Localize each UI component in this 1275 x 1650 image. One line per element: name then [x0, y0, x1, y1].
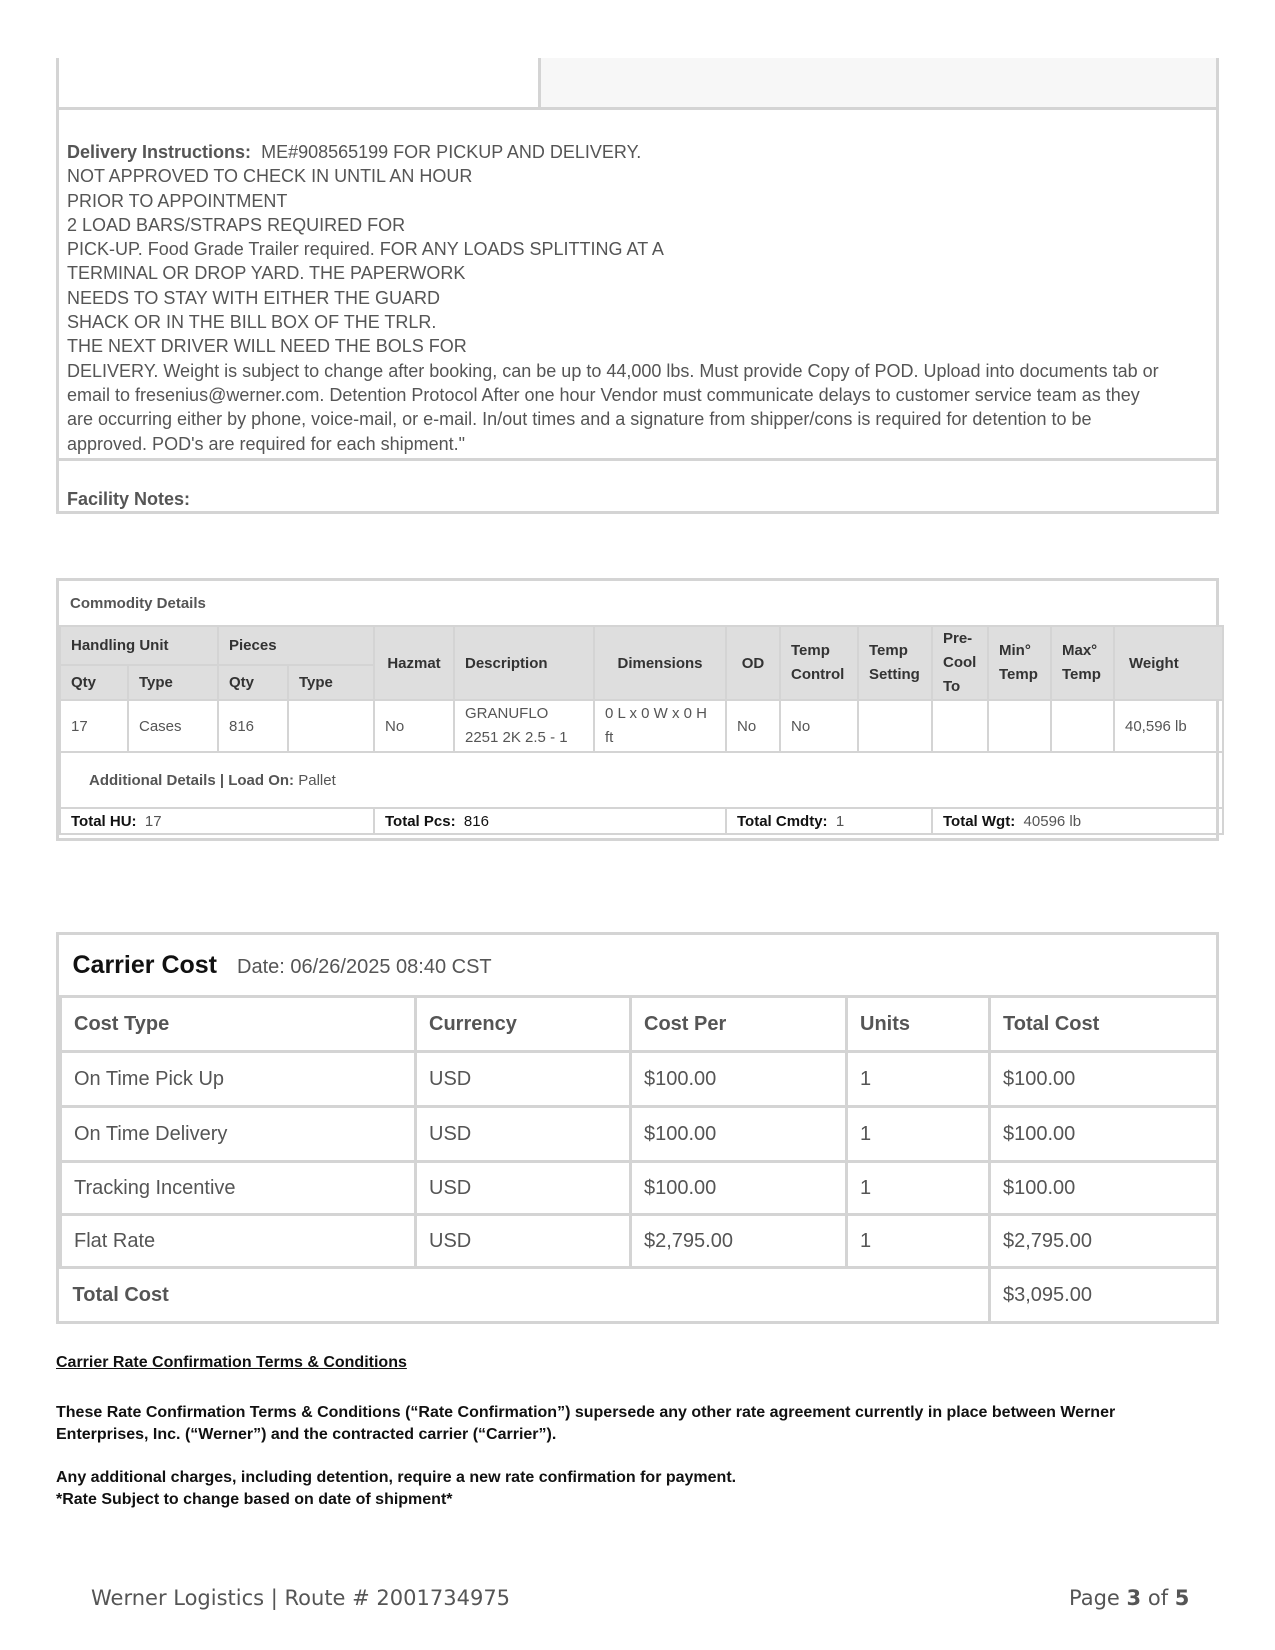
facility-notes-row: [59, 458, 1216, 514]
min-temp-header: [988, 626, 1051, 700]
commodity-title: Commodity Details: [60, 581, 1223, 626]
footer-route: Werner Logistics | Route # 2001734975: [91, 1586, 511, 1610]
temp-control-header: [780, 626, 858, 700]
min-temp-header-line: Min°: [999, 642, 1031, 659]
cost-row: [61, 1162, 1218, 1215]
delivery-instructions-label: Delivery Instructions:: [67, 142, 252, 162]
dimensions-line: ft: [605, 729, 614, 746]
page-word: Page: [1069, 1586, 1120, 1610]
terms-line: *Rate Subject to change based on date of shipment*: [56, 1491, 453, 1508]
commodity-table: [59, 581, 1224, 835]
handling-unit-header: Handling Unit: [60, 626, 218, 665]
page-of: of: [1147, 1586, 1169, 1610]
precool-header-line: Cool: [943, 654, 977, 671]
weight-cell: 40,596 lb: [1114, 700, 1223, 752]
hazmat-cell: No: [374, 700, 454, 752]
total-hu-value: 17: [144, 812, 162, 830]
total-cost-cell: $2,795.00: [990, 1215, 1218, 1268]
hu-qty-cell: 17: [60, 700, 128, 752]
page-current: 3: [1126, 1586, 1142, 1610]
carrier-cost-table: [59, 935, 1219, 1323]
top-cell-left: [59, 58, 541, 107]
pc-type-cell: [288, 700, 374, 752]
precool-header: [932, 626, 988, 700]
precool-header-line: To: [943, 678, 961, 695]
total-cost-header: Total Cost: [990, 997, 1218, 1052]
od-cell: No: [726, 700, 780, 752]
temp-setting-cell: [858, 700, 932, 752]
total-cmdty: [726, 808, 932, 834]
total-hu: [60, 808, 374, 834]
precool-header-line: Pre-: [943, 630, 973, 647]
cost-type-cell: Tracking Incentive: [61, 1162, 416, 1215]
carrier-cost-title: Carrier Cost: [72, 950, 217, 979]
footer-page-number: [1069, 1586, 1189, 1610]
total-cost-cell: $100.00: [990, 1052, 1218, 1107]
cost-per-cell: $100.00: [631, 1162, 847, 1215]
total-cost-row: [61, 1268, 1218, 1323]
delivery-line: SHACK OR IN THE BILL BOX OF THE TRLR.: [67, 312, 437, 333]
delivery-line: NEEDS TO STAY WITH EITHER THE GUARD: [67, 287, 441, 308]
units-cell: 1: [847, 1162, 990, 1215]
facility-notes-label: Facility Notes:: [67, 489, 191, 509]
max-temp-cell: [1051, 700, 1114, 752]
max-temp-header-line: Max°: [1062, 642, 1098, 659]
delivery-line: NOT APPROVED TO CHECK IN UNTIL AN HOUR: [67, 166, 473, 187]
total-cost-cell: $100.00: [990, 1107, 1218, 1162]
total-cmdty-label: Total Cmdty:: [737, 812, 828, 830]
dimensions-line: 0 L x 0 W x 0 H: [605, 705, 707, 722]
cost-type-cell: Flat Rate: [61, 1215, 416, 1268]
cost-type-header: Cost Type: [61, 997, 416, 1052]
hu-type-header: Type: [128, 665, 218, 700]
temp-setting-header: [858, 626, 932, 700]
min-temp-header-line: Temp: [999, 666, 1038, 683]
delivery-line: PRIOR TO APPOINTMENT: [67, 190, 288, 211]
total-wgt-value: 40596 lb: [1023, 812, 1082, 830]
pieces-header: Pieces: [218, 626, 374, 665]
delivery-line: TERMINAL OR DROP YARD. THE PAPERWORK: [67, 263, 466, 284]
total-cmdty-value: 1: [835, 812, 845, 830]
additional-details: [60, 752, 1223, 808]
totals-row: [60, 808, 1223, 834]
hu-type-cell: Cases: [128, 700, 218, 752]
carrier-cost-header: [61, 935, 1218, 997]
carrier-cost-date: Date: 06/26/2025 08:40 CST: [237, 955, 492, 978]
max-temp-header-line: Temp: [1062, 666, 1101, 683]
cost-per-header: Cost Per: [631, 997, 847, 1052]
top-cells-row: [59, 58, 1216, 110]
max-temp-header: [1051, 626, 1114, 700]
cost-type-cell: On Time Delivery: [61, 1107, 416, 1162]
units-cell: 1: [847, 1107, 990, 1162]
pc-qty-header: Qty: [218, 665, 288, 700]
currency-header: Currency: [416, 997, 631, 1052]
temp-setting-header-line: Temp: [869, 642, 908, 659]
cost-per-cell: $100.00: [631, 1107, 847, 1162]
temp-setting-header-line: Setting: [869, 666, 920, 683]
delivery-instructions: [67, 140, 1207, 456]
currency-cell: USD: [416, 1107, 631, 1162]
cost-row: [61, 1215, 1218, 1268]
delivery-line: approved. POD's are required for each shipment.": [67, 433, 466, 454]
od-header: OD: [726, 626, 780, 700]
description-line: 2251 2K 2.5 - 1: [465, 729, 568, 746]
additional-details-label: Additional Details | Load On:: [89, 771, 295, 789]
total-wgt-label: Total Wgt:: [943, 812, 1016, 830]
terms-line: Any additional charges, including detention, require a new rate confirmation for payment.: [56, 1469, 737, 1486]
dimensions-header: Dimensions: [594, 626, 726, 700]
dimensions-cell: [594, 700, 726, 752]
description-header: Description: [454, 626, 594, 700]
cost-per-cell: $2,795.00: [631, 1215, 847, 1268]
units-cell: 1: [847, 1052, 990, 1107]
delivery-first-line: ME#908565199 FOR PICKUP AND DELIVERY.: [261, 142, 642, 162]
total-wgt: [932, 808, 1223, 834]
delivery-line: PICK-UP. Food Grade Trailer required. FOR ANY LOADS SPLITTING AT A: [67, 239, 664, 260]
currency-cell: USD: [416, 1162, 631, 1215]
carrier-cost-section: [56, 932, 1219, 1324]
delivery-line: are occurring either by phone, voice-mail, or e-mail. In/out times and a signature from shipper/cons is required for detention to be: [67, 409, 1092, 430]
temp-control-cell: No: [780, 700, 858, 752]
delivery-section: [56, 58, 1219, 514]
hazmat-header: Hazmat: [374, 626, 454, 700]
terms-title: Carrier Rate Confirmation Terms & Conditions: [56, 1354, 407, 1371]
min-temp-cell: [988, 700, 1051, 752]
terms-paragraph: These Rate Confirmation Terms & Conditions (“Rate Confirmation”) supersede any other rate agreement currently in place between Werner Enterprises, Inc. (“Werner”) and the contracted carrier (“Carrier”).: [56, 1404, 1116, 1443]
additional-details-value: Pallet: [298, 771, 336, 789]
delivery-line: THE NEXT DRIVER WILL NEED THE BOLS FOR: [67, 336, 467, 357]
total-pcs: [374, 808, 726, 834]
cost-per-cell: $100.00: [631, 1052, 847, 1107]
cost-row: [61, 1052, 1218, 1107]
commodity-row: [60, 700, 1223, 752]
currency-cell: USD: [416, 1215, 631, 1268]
cost-type-cell: On Time Pick Up: [61, 1052, 416, 1107]
delivery-line: email to fresenius@werner.com. Detention Protocol After one hour Vendor must communicate delays to customer service team as they: [67, 384, 1140, 405]
hu-qty-header: Qty: [60, 665, 128, 700]
total-cost-label: Total Cost: [61, 1268, 990, 1323]
description-cell: [454, 700, 594, 752]
weight-header: Weight: [1114, 626, 1223, 700]
delivery-line: DELIVERY. Weight is subject to change after booking, can be up to 44,000 lbs. Must provide Copy of POD. Upload into documents tab or: [67, 360, 1159, 381]
temp-control-header-line: Control: [791, 666, 845, 683]
delivery-line: 2 LOAD BARS/STRAPS REQUIRED FOR: [67, 214, 406, 235]
currency-cell: USD: [416, 1052, 631, 1107]
cost-row: [61, 1107, 1218, 1162]
commodity-details: [56, 578, 1219, 841]
units-header: Units: [847, 997, 990, 1052]
pc-type-header: Type: [288, 665, 374, 700]
terms-paragraph-2: [56, 1467, 1206, 1511]
total-pcs-label: Total Pcs:: [385, 812, 456, 830]
total-cost-value: $3,095.00: [990, 1268, 1218, 1323]
precool-cell: [932, 700, 988, 752]
top-cell-right: [541, 58, 1216, 107]
pc-qty-cell: 816: [218, 700, 288, 752]
description-line: GRANUFLO: [465, 705, 549, 722]
total-pcs-value: 816: [463, 812, 489, 830]
units-cell: 1: [847, 1215, 990, 1268]
total-cost-cell: $100.00: [990, 1162, 1218, 1215]
page-total: 5: [1174, 1586, 1190, 1610]
temp-control-header-line: Temp: [791, 642, 830, 659]
total-hu-label: Total HU:: [71, 812, 137, 830]
